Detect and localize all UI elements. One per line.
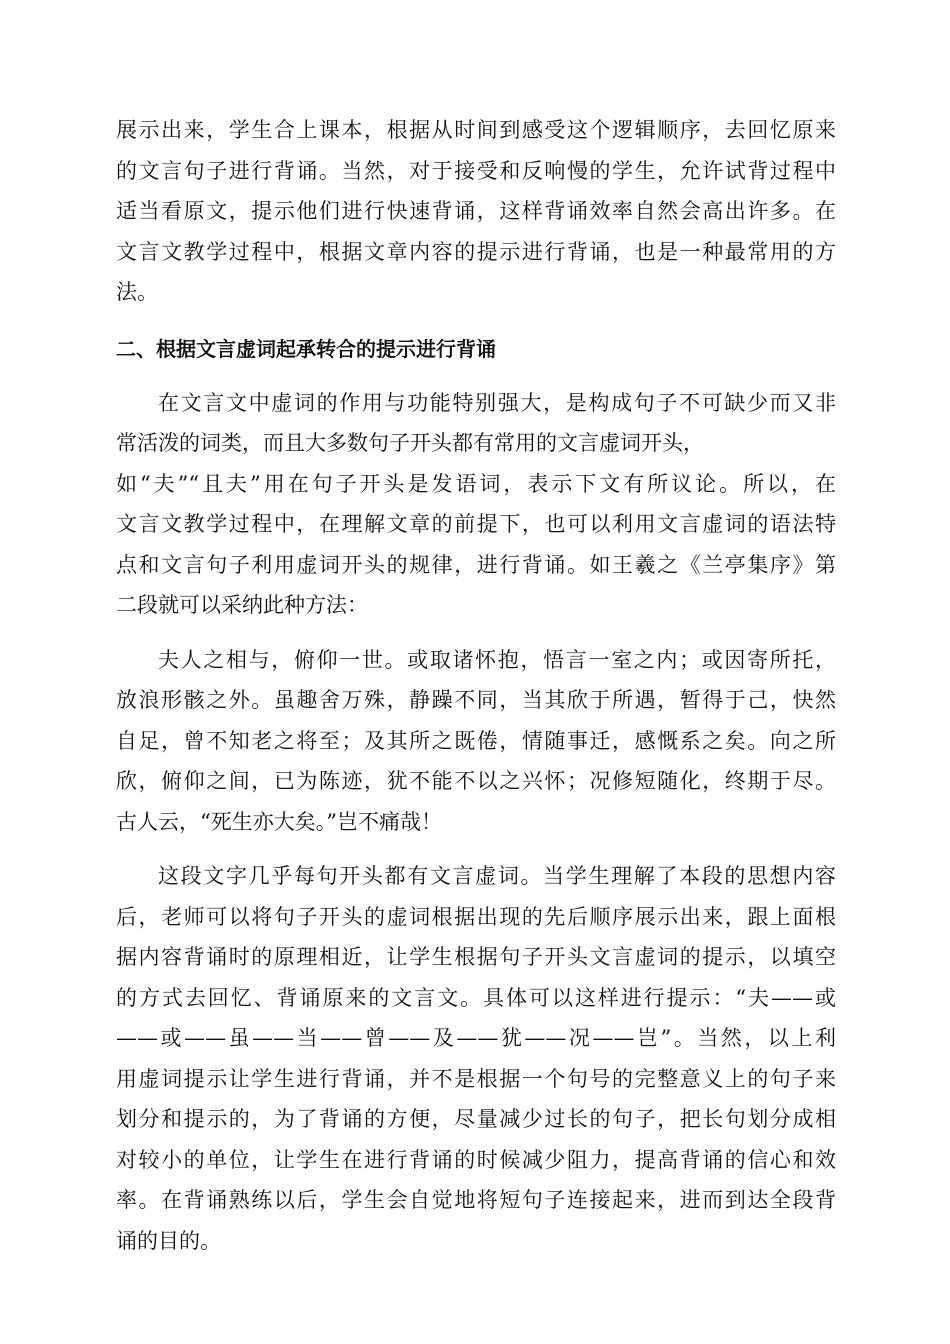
paragraph-function-words <box>116 383 836 626</box>
text-line: 古人云，“死生亦大矣。”岂不痛哉！ <box>116 809 442 834</box>
text-line: 据内容背诵时的原理相近，让学生根据句子开头文言虚词的提示，以填空 <box>116 945 836 969</box>
text-line: 在文言文中虚词的作用与功能特别强大，是构成句子不可缺少而又非 <box>158 390 836 415</box>
text-line: 法。 <box>116 280 158 304</box>
text-line: 自足，曾不知老之将至；及其所之既倦，情随事迁，感慨系之矣。向之所 <box>116 728 836 753</box>
text-line: 用虚词提示让学生进行背诵，并不是根据一个句号的完整意义上的句子来 <box>116 1066 836 1091</box>
text-line: 划分和提示的，为了背诵的方便，尽量减少过长的句子，把长句划分成相 <box>116 1107 836 1131</box>
text-line: 对较小的单位，让学生在进行背诵的时候减少阻力，提高背诵的信心和效 <box>116 1147 836 1172</box>
text-line: 放浪形骸之外。虽趣舍万殊，静躁不同，当其欣于所遇，暂得于己，快然 <box>116 688 836 712</box>
quoted-passage <box>116 640 836 843</box>
paragraph-continuation <box>116 110 836 313</box>
text-line: 率。在背诵熟练以后，学生会自觉地将短句子连接起来，进而到达全段背 <box>116 1188 836 1212</box>
text-line: 点和文言句子利用虚词开头的规律，进行背诵。如王羲之《兰亭集序》第 <box>116 552 836 577</box>
text-line: ——或——虽——当——曾——及——犹——况——岂”。当然，以上利 <box>116 1026 836 1050</box>
text-line: 如“夫”“且夫”用在句子开头是发语词，表示下文有所议论。所以，在 <box>116 471 836 496</box>
section-heading: 二、根据文言虚词起承转合的提示进行背诵 <box>116 336 496 361</box>
text-line: 二段就可以采纳此种方法： <box>116 593 368 617</box>
text-line: 夫人之相与，俯仰一世。或取诸怀抱，悟言一室之内；或因寄所托， <box>158 647 836 672</box>
text-line: 的方式去回忆、背诵原来的文言文。具体可以这样进行提示：“夫——或 <box>116 985 836 1010</box>
text-line: 这段文字几乎每句开头都有文言虚词。当学生理解了本段的思想内容 <box>158 864 836 888</box>
text-line: 常活泼的词类，而且大多数句子开头都有常用的文言虚词开头， <box>116 431 704 455</box>
text-line: 文言文教学过程中，在理解文章的前提下，也可以利用文言虚词的语法特 <box>116 512 836 536</box>
document-body <box>116 110 836 1261</box>
text-line: 欣，俯仰之间，已为陈迹，犹不能不以之兴怀；况修短随化，终期于尽。 <box>116 769 836 793</box>
paragraph-explanation <box>116 856 836 1261</box>
text-line: 适当看原文，提示他们进行快速背诵，这样背诵效率自然会高出许多。在 <box>116 199 836 223</box>
text-line: 文言文教学过程中，根据文章内容的提示进行背诵，也是一种最常用的方 <box>116 239 836 264</box>
text-line: 后，老师可以将句子开头的虚词根据出现的先后顺序展示出来，跟上面根 <box>116 904 836 929</box>
text-line: 诵的目的。 <box>116 1228 221 1253</box>
text-line: 展示出来，学生合上课本，根据从时间到感受这个逻辑顺序，去回忆原来 <box>116 118 836 142</box>
text-line: 的文言句子进行背诵。当然，对于接受和反响慢的学生，允许试背过程中 <box>116 158 836 183</box>
